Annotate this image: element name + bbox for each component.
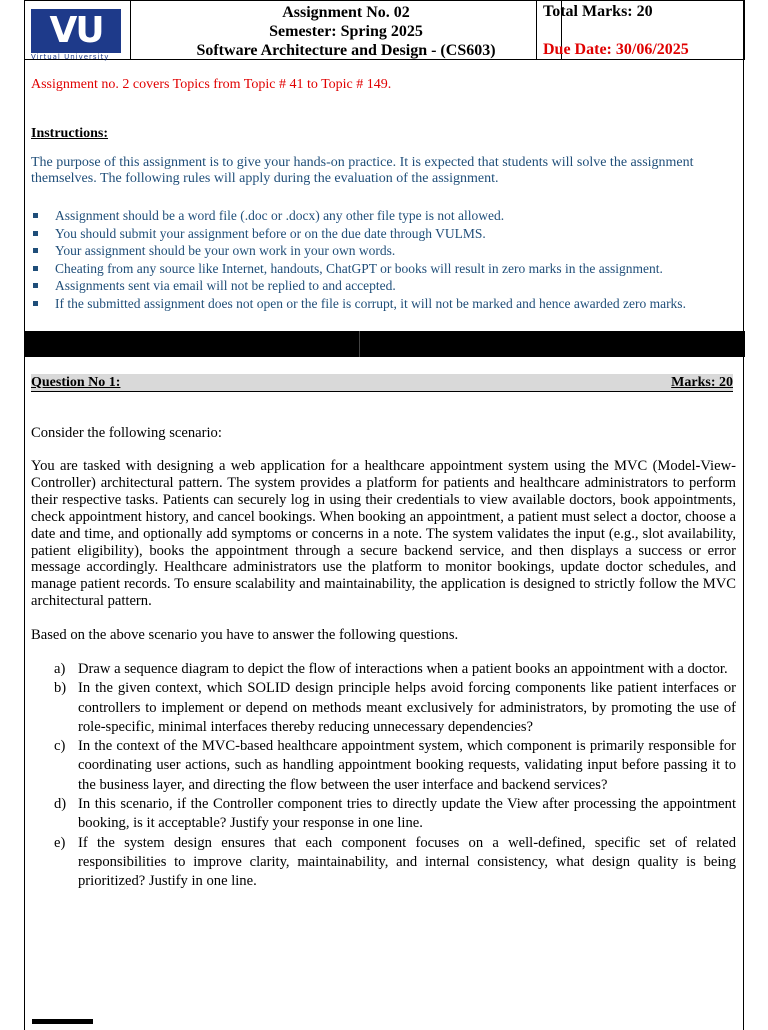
list-item [31, 834, 736, 892]
bullet-icon [33, 283, 38, 288]
list-item: Assignment should be a word file (.doc or .docx) any other file type is not allowed. [31, 207, 736, 225]
bullet-icon [33, 231, 38, 236]
part-text: If the system design ensures that each component focuses on a well-defined, specific set of related responsibilities to improve clarity, maintainability, and internal consistency, what design quality is being prioritized? Justify in one line. [78, 834, 736, 890]
bullet-icon [33, 213, 38, 218]
list-item [31, 737, 736, 795]
bar-divider [359, 331, 360, 357]
instructions-intro: The purpose of this assignment is to give your hands-on practice. It is expected that students will solve the assignment themselves. The following rules will apply during the evaluation of the assignment. [31, 155, 694, 186]
part-text: In this scenario, if the Controller component tries to directly update the View after processing the appointment booking, is it acceptable? Justify your response in one line. [78, 796, 736, 832]
bullet-icon [33, 266, 38, 271]
question-lead: Consider the following scenario: [31, 425, 222, 441]
question-title: Question No 1: [31, 375, 121, 390]
instructions-heading: Instructions: [31, 126, 109, 141]
list-item: You should submit your assignment before or on the due date through VULMS. [31, 225, 736, 243]
assignment-number: Assignment No. 02 [282, 4, 410, 21]
part-label: b) [54, 680, 67, 697]
question-parts [31, 660, 736, 892]
answer-section-tab [32, 1019, 93, 1024]
header-table [24, 0, 745, 61]
coverage-note: Assignment no. 2 covers Topics from Topic # 41 to Topic # 149. [31, 77, 392, 92]
bullet-icon [33, 248, 38, 253]
list-item: Assignments sent via email will not be replied to and accepted. [31, 277, 736, 295]
part-label: a) [54, 661, 66, 677]
due-date: Due Date: 30/06/2025 [543, 41, 689, 58]
question-prompt: Based on the above scenario you have to answer the following questions. [31, 627, 459, 643]
marks-cell [536, 0, 745, 60]
part-text: In the context of the MVC-based healthcare appointment system, which component is primarily responsible for coordinating user actions, such as handling appointment booking requests, validating input before passing it to the business layer, and directing the flow between the user interface and backend services? [78, 738, 736, 793]
part-label: d) [54, 796, 67, 813]
scenario-paragraph: You are tasked with designing a web application for a healthcare appointment system using the MVC (Model-View-Controller) architectural pattern. The system provides a platform for patients and healthcare administrators to perform their respective tasks. Patients can securely log in using their credentials to view available doctors, book appointments, check appointment history, and cancel bookings. When booking an appointment, a patient must select a doctor, choose a date and time, and optionally add symptoms or concerns in a note. The system validates the input (e.g., slot availability, patient eligibility), books the appointment through a secure backend service, and then displays a success or error message accordingly. Healthcare administrators use the platform to monitor bookings, update doctor schedules, and manage patient records. To ensure scalability and maintainability, the application is designed to strictly follow the MVC architectural pattern. [31, 458, 736, 610]
part-label: c) [54, 738, 66, 755]
part-text: In the given context, which SOLID design principle helps avoid forcing components like patient interfaces or controllers to implement or depend on methods meant exclusively for administrators, by promoting the use of role-specific, minimal interfaces thereby reducing unnecessary dependencies? [78, 680, 736, 735]
bullet-icon [33, 301, 38, 306]
question-marks: Marks: 20 [671, 375, 733, 390]
rules-list [31, 207, 736, 313]
section-divider-bar [24, 331, 745, 357]
title-cell [130, 0, 562, 60]
list-item: If the submitted assignment does not open or the file is corrupt, it will not be marked and hence awarded zero marks. [31, 295, 736, 313]
vu-logo-subtitle: Virtual University [31, 53, 110, 61]
list-item: Your assignment should be your own work in your own words. [31, 242, 736, 260]
course-title: Software Architecture and Design - (CS603) [196, 42, 496, 59]
total-marks: Total Marks: 20 [543, 3, 653, 20]
list-item [31, 795, 736, 834]
semester: Semester: Spring 2025 [269, 23, 423, 40]
list-item [31, 679, 736, 737]
list-item [31, 660, 736, 679]
part-text: Draw a sequence diagram to depict the flow of interactions when a patient books an appointment with a doctor. [78, 661, 728, 677]
vu-logo-text: VU [49, 10, 103, 51]
logo-cell [24, 0, 131, 60]
question-header [31, 374, 733, 392]
part-label: e) [54, 834, 66, 851]
list-item: Cheating from any source like Internet, handouts, ChatGPT or books will result in zero marks in the assignment. [31, 260, 736, 278]
